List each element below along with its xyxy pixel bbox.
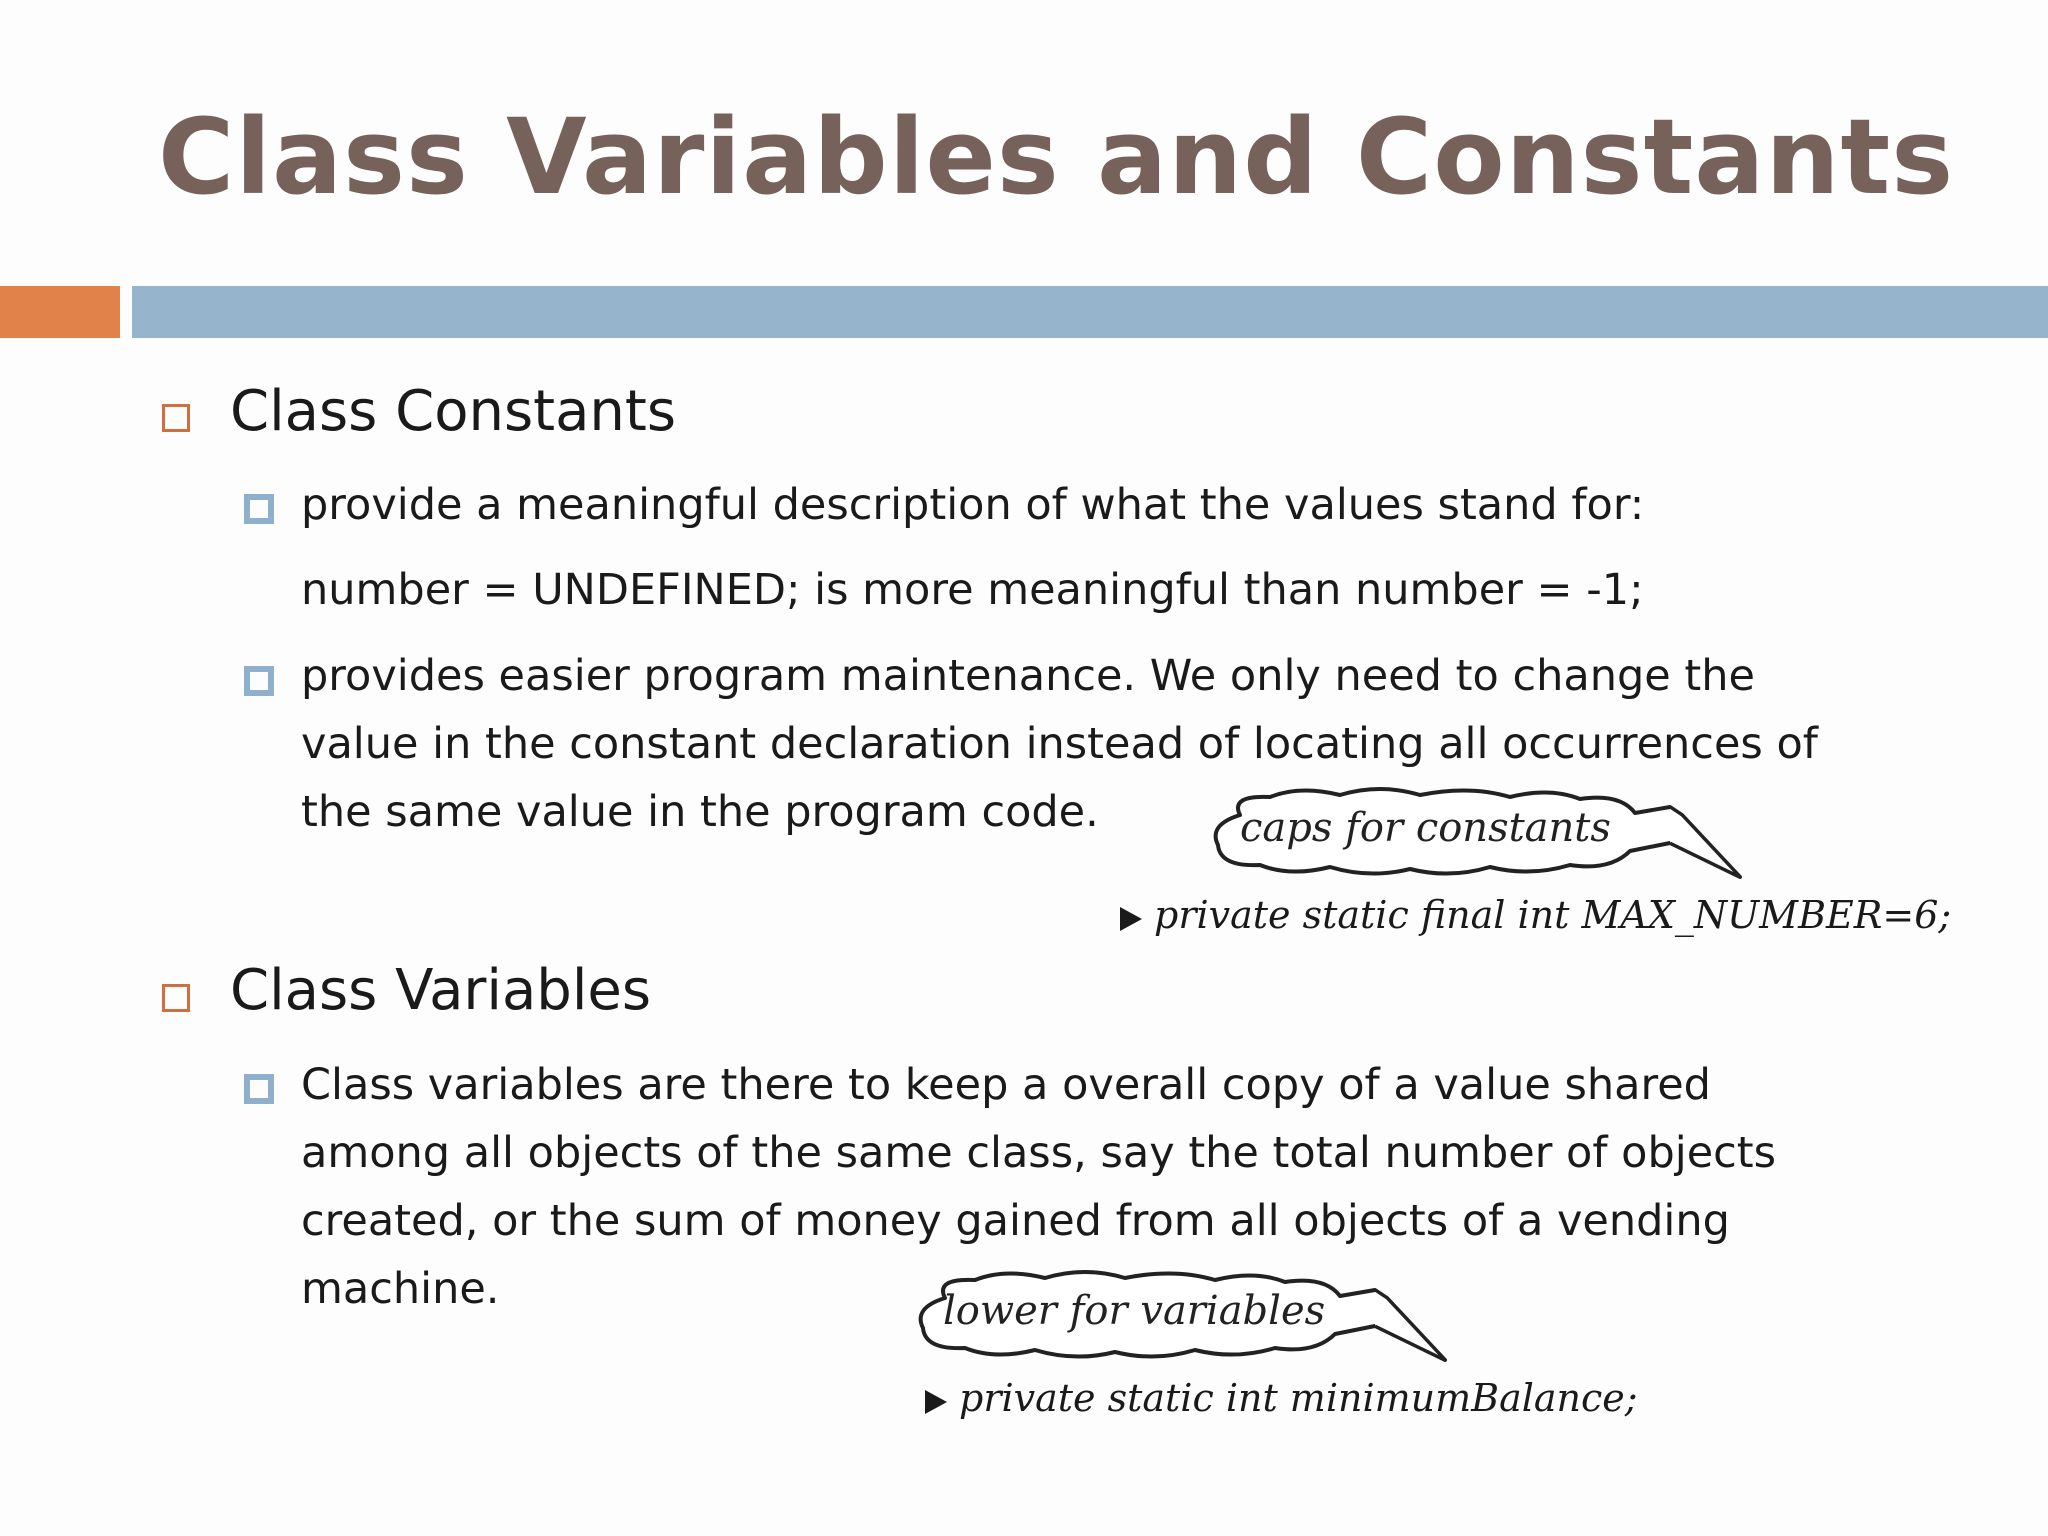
square-bullet-icon <box>162 404 190 432</box>
code-variable-declaration <box>925 1376 1638 1420</box>
constants-bullet-description: provide a meaningful description of what the values stand for: <box>301 480 1645 530</box>
variables-bullet-line1: Class variables are there to keep a overall copy of a value shared <box>301 1060 1711 1110</box>
variables-bullet-line2: among all objects of the same class, say the total number of objects <box>301 1128 1777 1178</box>
constants-bullet-maintenance-line3: the same value in the program code. <box>301 787 1099 837</box>
accent-bar-orange <box>0 286 120 338</box>
code-variable-text: private static int minimumBalance; <box>959 1376 1638 1420</box>
code-constant-declaration <box>1120 893 1951 937</box>
callout-cloud-constants <box>1200 785 1750 885</box>
accent-bar-blue <box>132 286 2048 338</box>
variables-bullet-line4: machine. <box>301 1264 500 1314</box>
variables-bullet-line3: created, or the sum of money gained from all objects of a vending <box>301 1196 1730 1246</box>
pointer-arrow-icon <box>925 1390 947 1414</box>
square-bullet-icon <box>162 984 190 1012</box>
constants-bullet-maintenance-line1: provides easier program maintenance. We only need to change the <box>301 651 1755 701</box>
callout-caps-for-constants: caps for constants <box>1240 805 1611 851</box>
code-constant-text: private static final int MAX_NUMBER=6; <box>1154 893 1952 937</box>
section-heading-constants: Class Constants <box>230 379 677 444</box>
callout-cloud-variables <box>905 1268 1455 1368</box>
section-heading-variables: Class Variables <box>230 958 652 1023</box>
filled-square-bullet-icon <box>244 1074 274 1104</box>
filled-square-bullet-icon <box>244 666 274 696</box>
pointer-arrow-icon <box>1120 907 1142 931</box>
callout-lower-for-variables: lower for variables <box>943 1288 1326 1334</box>
slide-title: Class Variables and Constants <box>158 96 1955 218</box>
filled-square-bullet-icon <box>244 494 274 524</box>
constants-example-line: number = UNDEFINED; is more meaningful than number = -1; <box>301 565 1644 615</box>
constants-bullet-maintenance-line2: value in the constant declaration instead of locating all occurrences of <box>301 719 1818 769</box>
